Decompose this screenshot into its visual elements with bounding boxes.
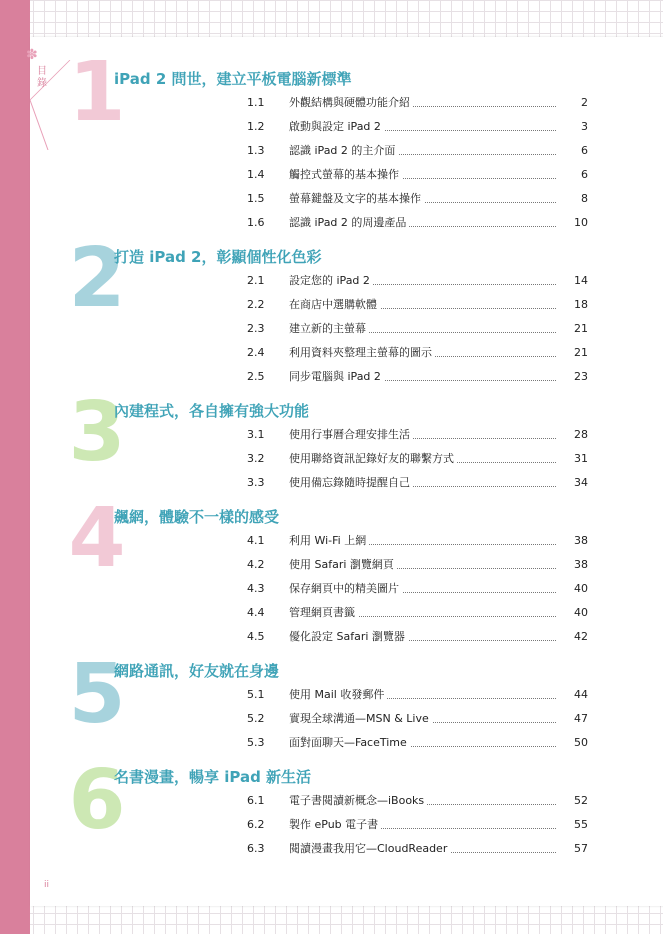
section-title: 使用備忘錄隨時提醒自己 <box>289 474 413 492</box>
section-title: 閱讀漫畫我用它—CloudReader <box>289 840 450 858</box>
sidebar-band <box>0 0 30 934</box>
section-title: 使用聯絡資訊記錄好友的聯繫方式 <box>289 450 457 468</box>
section-number: 2.4 <box>247 346 265 359</box>
toc-entry[interactable] <box>247 344 588 362</box>
page-number: 38 <box>574 558 588 571</box>
section-title: 認識 iPad 2 的主介面 <box>289 142 398 160</box>
toc-entry[interactable] <box>247 840 588 858</box>
toc-entry[interactable] <box>247 604 588 622</box>
chapter-number: 5 <box>68 647 126 742</box>
section-number: 5.2 <box>247 712 265 725</box>
chapter-title[interactable]: 飆網，體驗不一樣的感受 <box>114 508 280 526</box>
toc-entry[interactable] <box>247 118 588 136</box>
section-number: 4.5 <box>247 630 265 643</box>
section-number: 3.2 <box>247 452 265 465</box>
toc-entry[interactable] <box>247 296 588 314</box>
toc-entry[interactable] <box>247 474 588 492</box>
page-number: 2 <box>581 96 588 109</box>
chapter-title[interactable]: 名書漫畫，暢享 iPad 新生活 <box>114 768 312 786</box>
toc-entry[interactable] <box>247 532 588 550</box>
section-number: 2.1 <box>247 274 265 287</box>
footer-page-number: ii <box>44 880 50 890</box>
page-number: 3 <box>581 120 588 133</box>
toc-entry[interactable] <box>247 272 588 290</box>
section-title: 觸控式螢幕的基本操作 <box>289 166 402 184</box>
section-number: 2.2 <box>247 298 265 311</box>
section-title: 實現全球溝通—MSN & Live <box>289 710 432 728</box>
toc-entry[interactable] <box>247 556 588 574</box>
section-title: 利用資料夾整理主螢幕的圖示 <box>289 344 435 362</box>
chapter-number: 6 <box>68 753 126 848</box>
page-number: 34 <box>574 476 588 489</box>
section-title: 保存網頁中的精美圖片 <box>289 580 402 598</box>
page-number: 21 <box>574 346 588 359</box>
section-number: 6.3 <box>247 842 265 855</box>
toc-entry[interactable] <box>247 734 588 752</box>
toc-entry[interactable] <box>247 166 588 184</box>
section-title: 螢幕鍵盤及文字的基本操作 <box>289 190 424 208</box>
section-number: 5.3 <box>247 736 265 749</box>
section-title: 管理網頁書籤 <box>289 604 358 622</box>
page-number: 21 <box>574 322 588 335</box>
section-title: 設定您的 iPad 2 <box>289 272 373 290</box>
page-number: 14 <box>574 274 588 287</box>
page-number: 47 <box>574 712 588 725</box>
toc-entry[interactable] <box>247 426 588 444</box>
page-number: 57 <box>574 842 588 855</box>
chapter-title[interactable]: 打造 iPad 2，彰顯個性化色彩 <box>114 248 322 266</box>
toc-entry[interactable] <box>247 214 588 232</box>
section-title: 優化設定 Safari 瀏覽器 <box>289 628 408 646</box>
page-number: 6 <box>581 168 588 181</box>
toc-label: 目錄 <box>37 66 47 89</box>
section-number: 1.3 <box>247 144 265 157</box>
chapter-title[interactable]: iPad 2 問世，建立平板電腦新標準 <box>114 70 352 88</box>
page-number: 18 <box>574 298 588 311</box>
section-number: 5.1 <box>247 688 265 701</box>
toc-entry[interactable] <box>247 710 588 728</box>
page-number: 55 <box>574 818 588 831</box>
toc-entry[interactable] <box>247 816 588 834</box>
page-number: 28 <box>574 428 588 441</box>
section-title: 使用行事曆合理安排生活 <box>289 426 413 444</box>
chapter-number: 3 <box>68 385 126 480</box>
section-number: 4.3 <box>247 582 265 595</box>
toc-entry[interactable] <box>247 368 588 386</box>
toc-entry[interactable] <box>247 320 588 338</box>
section-number: 1.6 <box>247 216 265 229</box>
section-number: 3.3 <box>247 476 265 489</box>
page-number: 10 <box>574 216 588 229</box>
section-title: 電子書閱讀新概念—iBooks <box>289 792 427 810</box>
section-number: 4.4 <box>247 606 265 619</box>
section-title: 利用 Wi-Fi 上網 <box>289 532 369 550</box>
section-title: 建立新的主螢幕 <box>289 320 369 338</box>
chapter-title[interactable]: 網路通訊，好友就在身邊 <box>114 662 280 680</box>
section-number: 2.5 <box>247 370 265 383</box>
page-number: 31 <box>574 452 588 465</box>
flower-icon: ✽ <box>26 47 38 63</box>
section-number: 2.3 <box>247 322 265 335</box>
chapter-number: 1 <box>68 45 126 140</box>
section-title: 製作 ePub 電子書 <box>289 816 381 834</box>
section-title: 使用 Mail 收發郵件 <box>289 686 387 704</box>
section-number: 1.5 <box>247 192 265 205</box>
toc-entry[interactable] <box>247 580 588 598</box>
section-number: 1.1 <box>247 96 265 109</box>
section-title: 面對面聊天—FaceTime <box>289 734 410 752</box>
toc-entry[interactable] <box>247 628 588 646</box>
section-title: 同步電腦與 iPad 2 <box>289 368 384 386</box>
section-number: 4.2 <box>247 558 265 571</box>
section-number: 1.4 <box>247 168 265 181</box>
page-number: 50 <box>574 736 588 749</box>
section-number: 6.1 <box>247 794 265 807</box>
toc-entry[interactable] <box>247 792 588 810</box>
page-number: 38 <box>574 534 588 547</box>
section-number: 4.1 <box>247 534 265 547</box>
page-number: 6 <box>581 144 588 157</box>
chapter-title[interactable]: 內建程式，各自擁有強大功能 <box>114 402 310 420</box>
section-title: 啟動與設定 iPad 2 <box>289 118 384 136</box>
section-number: 3.1 <box>247 428 265 441</box>
toc-entry[interactable] <box>247 450 588 468</box>
section-title: 外觀結構與硬體功能介紹 <box>289 94 413 112</box>
toc-entry[interactable] <box>247 94 588 112</box>
toc-entry[interactable] <box>247 142 588 160</box>
toc-entry[interactable] <box>247 190 588 208</box>
chapter-number: 4 <box>68 491 126 586</box>
section-number: 1.2 <box>247 120 265 133</box>
page-number: 23 <box>574 370 588 383</box>
page-number: 52 <box>574 794 588 807</box>
chapter-number: 2 <box>68 231 126 326</box>
page-number: 42 <box>574 630 588 643</box>
section-number: 6.2 <box>247 818 265 831</box>
section-title: 在商店中選購軟體 <box>289 296 380 314</box>
page-number: 40 <box>574 582 588 595</box>
page-number: 8 <box>581 192 588 205</box>
page-number: 44 <box>574 688 588 701</box>
section-title: 認識 iPad 2 的周邊產品 <box>289 214 409 232</box>
section-title: 使用 Safari 瀏覽網頁 <box>289 556 397 574</box>
page-number: 40 <box>574 606 588 619</box>
toc-entry[interactable] <box>247 686 588 704</box>
